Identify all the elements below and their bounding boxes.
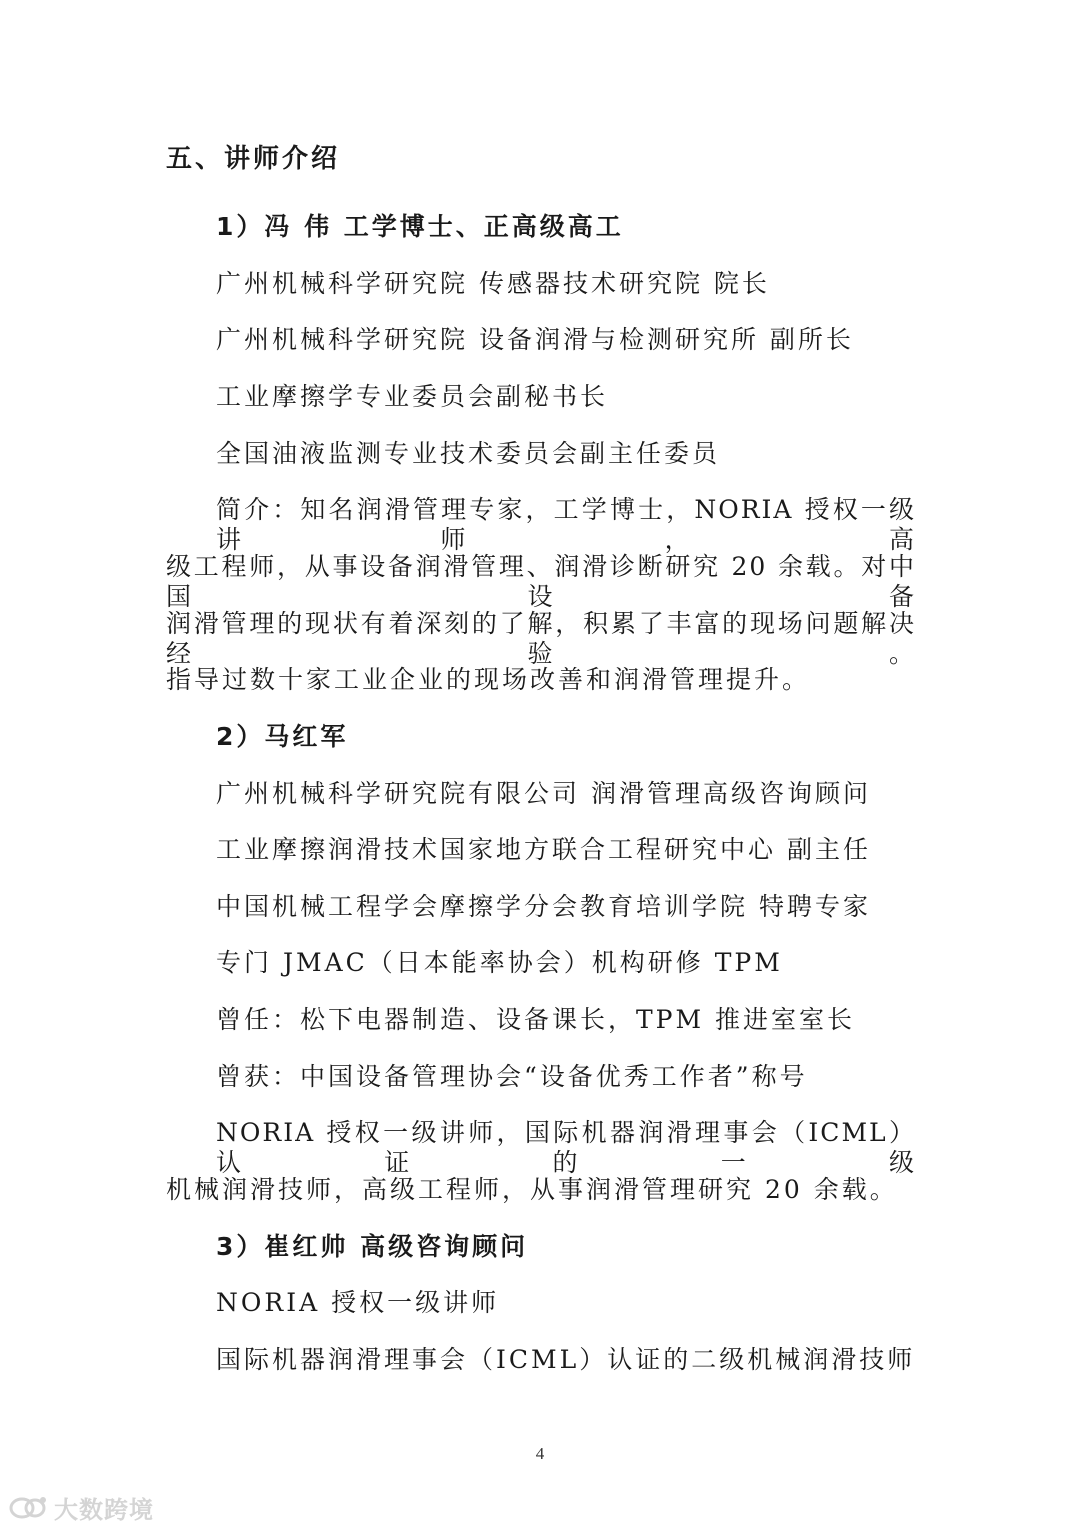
watermark-text: 大数跨境	[54, 1496, 154, 1524]
watermark-logo-icon	[8, 1494, 48, 1522]
lecturer-1-title: 工业摩擦学专业委员会副秘书长	[216, 382, 609, 411]
lecturer-3-title: NORIA 授权一级讲师	[216, 1288, 500, 1317]
lecturer-2-bio-line: 机械润滑技师，高级工程师，从事润滑管理研究 20 余载。	[166, 1175, 898, 1204]
page-number: 4	[535, 1444, 545, 1463]
lecturer-1-bio-line: 级工程师，从事设备润滑管理、润滑诊断研究 20 余载。对中国设备	[166, 552, 916, 611]
lecturer-1-title: 广州机械科学研究院 设备润滑与检测研究所 副所长	[216, 325, 854, 354]
lecturer-3-title: 国际机器润滑理事会（ICML）认证的二级机械润滑技师	[216, 1345, 916, 1374]
lecturer-3-heading: 3）崔红帅 高级咨询顾问	[216, 1232, 529, 1261]
lecturer-2-title: 曾任：松下电器制造、设备课长，TPM 推进室室长	[216, 1005, 856, 1034]
lecturer-1-bio-line: 润滑管理的现状有着深刻的了解，积累了丰富的现场问题解决经验。	[166, 609, 916, 668]
lecturer-2-title: 工业摩擦润滑技术国家地方联合工程研究中心 副主任	[216, 835, 871, 864]
section-title: 五、讲师介绍	[166, 144, 341, 174]
lecturer-2-title: 中国机械工程学会摩擦学分会教育培训学院 特聘专家	[216, 892, 871, 921]
lecturer-2-title: 广州机械科学研究院有限公司 润滑管理高级咨询顾问	[216, 779, 871, 808]
lecturer-1-title: 全国油液监测专业技术委员会副主任委员	[216, 439, 721, 468]
watermark	[8, 1490, 154, 1525]
lecturer-2-bio-line: NORIA 授权一级讲师，国际机器润滑理事会（ICML）认证的一级	[216, 1118, 916, 1177]
lecturer-1-title: 广州机械科学研究院 传感器技术研究院 院长	[216, 269, 770, 298]
lecturer-2-title: 曾获：中国设备管理协会“设备优秀工作者”称号	[216, 1062, 808, 1091]
lecturer-2-heading: 2）马红军	[216, 722, 349, 751]
lecturer-2-title: 专门 JMAC（日本能率协会）机构研修 TPM	[216, 948, 783, 977]
lecturer-1-bio-line: 简介：知名润滑管理专家，工学博士，NORIA 授权一级讲师，高	[216, 495, 916, 554]
lecturer-1-bio-line: 指导过数十家工业企业的现场改善和润滑管理提升。	[166, 665, 811, 694]
lecturer-1-heading: 1）冯 伟 工学博士、正高级高工	[216, 212, 624, 241]
